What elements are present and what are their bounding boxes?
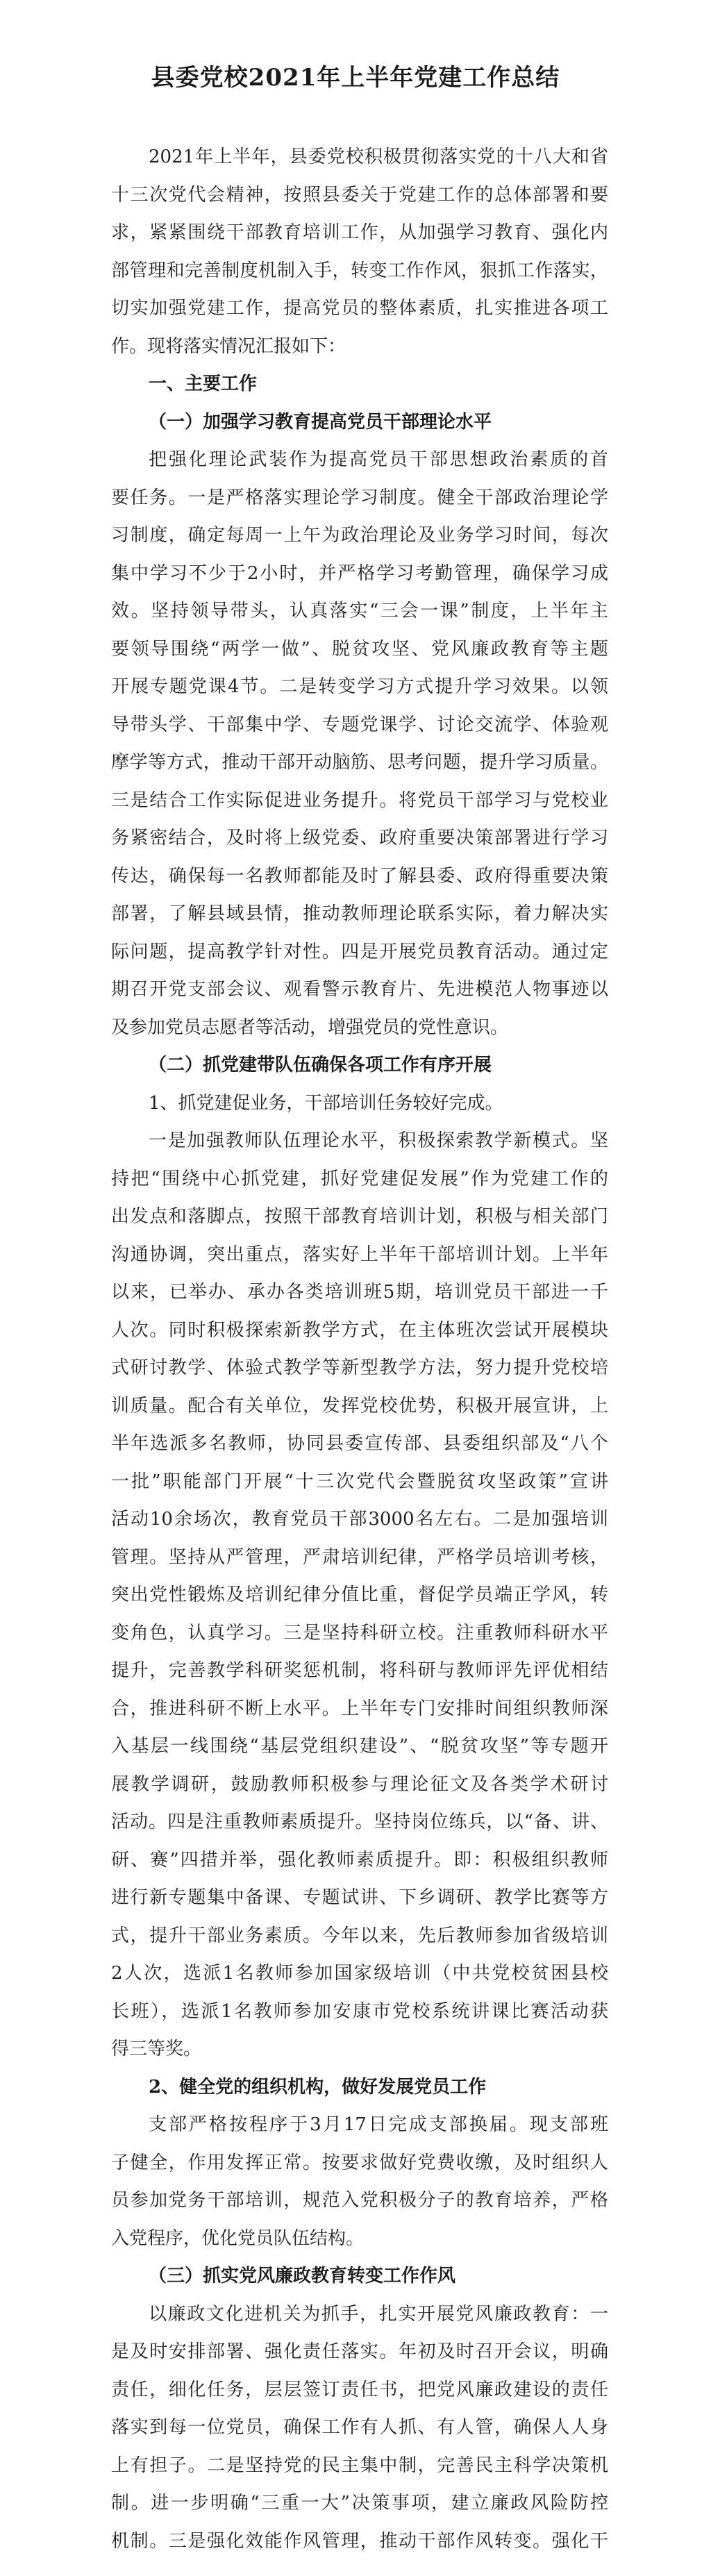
text-line: 入基层一线围绕“基层党组织建设”、“脱贫攻坚”等专题开	[111, 1736, 608, 1757]
text-line: 式研讨教学、体验式教学等新型教学方法，努力提升党校培	[111, 1357, 608, 1378]
clean-governance-paragraph	[111, 2295, 608, 2561]
text-line: 出发点和落脚点，按照干部教育培训计划，积极与相关部门	[111, 1206, 608, 1227]
text-line: 效。坚持领导带头，认真落实“三会一课”制度，上半年主	[111, 601, 608, 621]
section-heading-main-work: 一、主要工作	[149, 374, 258, 394]
text-line: 员参加党务干部培训，规范入党积极分子的教育培养，严格	[111, 2190, 608, 2211]
text-line: 开展专题党课4节。二是转变学习方式提升学习效果。以领	[111, 676, 608, 697]
text-line: 式，提升干部业务素质。今年以来，先后教师参加省级培训	[111, 1925, 608, 1946]
text-line: 导带头学、干部集中学、专题党课学、讨论交流学、体验观	[111, 714, 608, 735]
training-tasks-paragraph	[111, 1122, 608, 2068]
text-line: 求，紧紧围绕干部教育培训工作，从加强学习教育、强化内	[111, 222, 608, 243]
text-line: 是及时安排部署、强化责任落实。年初及时召开会议，明确	[111, 2341, 608, 2362]
text-line: 部管理和完善制度机制入手，转变工作作风，狠抓工作落实，	[111, 260, 608, 281]
text-line: 制。进一步明确“三重一大”决策事项，建立廉政风险防控	[111, 2493, 608, 2514]
text-line: 训质量。配合有关单位，发挥党校优势，积极开展宣讲，上	[111, 1395, 608, 1416]
text-line: 及参加党员志愿者等活动，增强党员的党性意识。	[111, 1017, 509, 1038]
text-line: 子健全，作用发挥正常。按要求做好党费收缴，及时组织人	[111, 2152, 608, 2173]
text-line: 把强化理论武装作为提高党员干部思想政治素质的首	[149, 449, 608, 470]
text-line: 责任，细化任务，层层签订责任书，把党风廉政建设的责任	[111, 2379, 608, 2400]
text-line: 以来，已举办、承办各类培训班5期，培训党员干部进一千	[111, 1282, 608, 1303]
text-line: 作。现将落实情况汇报如下：	[111, 335, 346, 357]
text-line: 机制。三是强化效能作风管理，推动干部作风转变。强化干	[111, 2530, 608, 2552]
text-line: 十三次党代会精神，按照县委关于党建工作的总体部署和要	[111, 184, 608, 206]
text-line: 要任务。一是严格落实理论学习制度。健全干部政治理论学	[111, 487, 608, 508]
intro-paragraph	[111, 138, 608, 365]
subsection-heading-study-education: （一）加强学习教育提高党员干部理论水平	[149, 411, 492, 433]
text-line: 合，推进科研不断上水平。上半年专门安排时间组织教师深	[111, 1698, 608, 1719]
text-line: 一批”职能部门开展“十三次党代会暨脱贫攻坚政策”宣讲	[111, 1471, 608, 1492]
item-heading-training-tasks: 1、抓党建促业务，干部培训任务较好完成。	[149, 1092, 503, 1114]
text-line: 期召开党支部会议、观看警示教育片、先进模范人物事迹以	[111, 979, 608, 1000]
text-line: 传达，确保每一名教师都能及时了解县委、政府得重要决策	[111, 865, 608, 887]
text-line: 提升，完善教学科研奖惩机制，将科研与教师评先评优相结	[111, 1660, 608, 1681]
text-line: 活动10余场次，教育党员干部3000名左右。二是加强培训	[111, 1509, 608, 1530]
text-line: 集中学习不少于2小时，并严格学习考勤管理，确保学习成	[111, 562, 608, 584]
text-line: 一是加强教师队伍理论水平，积极探索教学新模式。坚	[149, 1130, 608, 1151]
text-line: 支部严格按程序于3月17日完成支部换届。现支部班	[149, 2114, 608, 2135]
text-line: 落实到每一位党员，确保工作有人抓、有人管，确保人人身	[111, 2417, 608, 2438]
document-title: 县委党校2021年上半年党建工作总结	[151, 64, 560, 92]
text-line: 切实加强党建工作，提高党员的整体素质，扎实推进各项工	[111, 298, 608, 319]
text-line: 展教学调研，鼓励教师积极参与理论征文及各类学术研讨	[111, 1773, 608, 1795]
party-organization-paragraph	[111, 2106, 608, 2257]
text-line: 变角色，认真学习。三是坚持科研立校。注重教师科研水平	[111, 1622, 608, 1644]
text-line: 持把“围绕中心抓党建，抓好党建促发展”作为党建工作的	[111, 1168, 608, 1189]
text-line: 三是结合工作实际促进业务提升。将党员干部学习与党校业	[111, 789, 608, 811]
text-line: 要领导围绕“两学一做”、脱贫攻坚、党风廉政教育等主题	[111, 638, 608, 660]
text-line: 以廉政文化进机关为抓手，扎实开展党风廉政教育：一	[149, 2303, 608, 2325]
text-line: 沟通协调，突出重点，落实好上半年干部培训计划。上半年	[111, 1244, 608, 1265]
text-line: 习制度，确定每周一上午为政治理论及业务学习时间，每次	[111, 525, 608, 546]
subsection-heading-clean-governance: （三）抓实党风廉政教育转变工作作风	[149, 2266, 456, 2286]
text-line: 上有担子。二是坚持党的民主集中制，完善民主科学决策机	[111, 2454, 608, 2476]
text-line: 人次。同时积极探索新教学方式，在主体班次尝试开展模块	[111, 1319, 608, 1341]
text-line: 管理。坚持从严管理，严肃培训纪律，严格学员培训考核，	[111, 1546, 608, 1568]
subsection-heading-team-building: （二）抓党建带队伍确保各项工作有序开展	[149, 1055, 492, 1076]
text-line: 得三等奖。	[111, 2039, 202, 2059]
text-line: 务紧密结合，及时将上级党委、政府重要决策部署进行学习	[111, 828, 608, 848]
text-line: 长班），选派1名教师参加安康市党校系统讲课比赛活动获	[111, 2000, 608, 2022]
text-line: 2021年上半年，县委党校积极贯彻落实党的十八大和省	[149, 147, 608, 167]
text-line: 半年选派多名教师，协同县委宣传部、县委组织部及“八个	[111, 1433, 608, 1454]
document-body	[111, 138, 608, 2560]
text-line: 研、赛”四措并举，强化教师素质提升。即：积极组织教师	[111, 1849, 608, 1871]
text-line: 际问题，提高教学针对性。四是开展党员教育活动。通过定	[111, 941, 608, 962]
text-line: 突出党性锻炼及培训纪律分值比重，督促学员端正学风，转	[111, 1584, 608, 1605]
item-heading-party-organization: 2、健全党的组织机构，做好发展党员工作	[149, 2076, 487, 2098]
text-line: 2人次，选派1名教师参加国家级培训（中共党校贫困县校	[111, 1963, 608, 1984]
text-line: 入党程序，优化党员队伍结构。	[111, 2227, 365, 2249]
text-line: 部署，了解县域县情，推动教师理论联系实际，着力解决实	[111, 903, 608, 924]
text-line: 进行新专题集中备课、专题试讲、下乡调研、教学比赛等方	[111, 1887, 608, 1908]
study-education-paragraph	[111, 441, 608, 1046]
text-line: 活动。四是注重教师素质提升。坚持岗位练兵，以“备、讲、	[111, 1812, 608, 1832]
text-line: 摩学等方式，推动干部开动脑筋、思考问题，提升学习质量。	[111, 752, 608, 773]
